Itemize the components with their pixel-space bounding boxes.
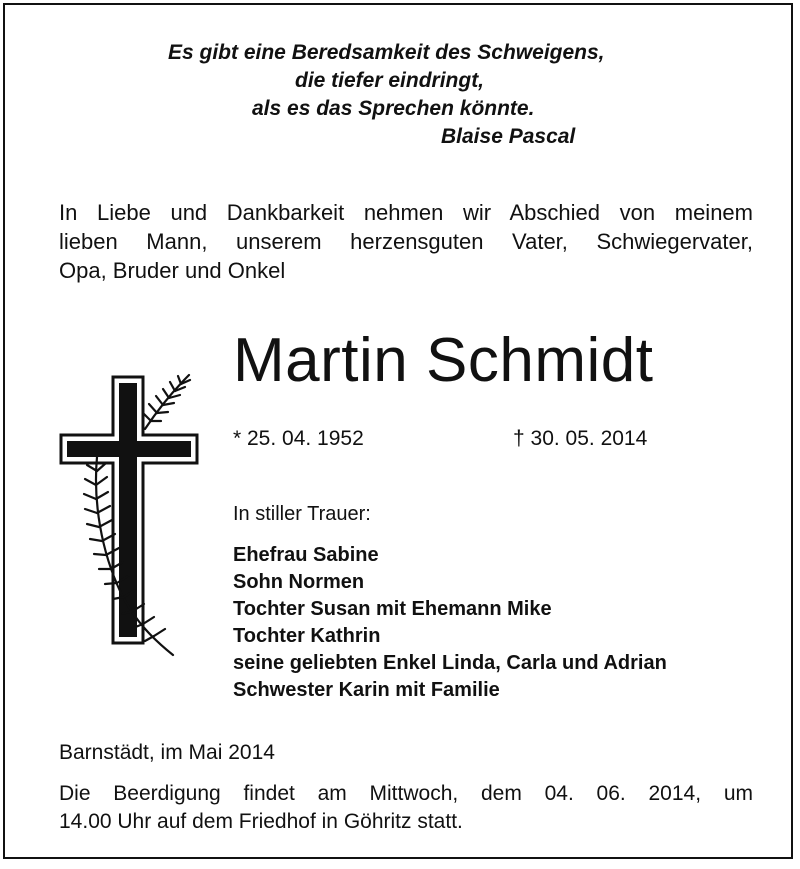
- burial-line-2: 14.00 Uhr auf dem Friedhof in Göhritz statt.: [59, 810, 463, 833]
- birth-date: * 25. 04. 1952: [233, 427, 364, 450]
- mourners-label: In stiller Trauer:: [233, 503, 371, 525]
- deceased-name: Martin Schmidt: [233, 326, 654, 395]
- intro-line-1: In Liebe und Dankbarkeit nehmen wir Abschied von meinem: [59, 200, 753, 225]
- intro-text: [59, 198, 753, 285]
- list-item: seine geliebten Enkel Linda, Carla und Adrian: [233, 652, 667, 674]
- quote-line-1: Es gibt eine Beredsamkeit des Schweigens,: [168, 41, 605, 64]
- intro-line-3: Opa, Bruder und Onkel: [59, 258, 286, 283]
- burial-line-1: Die Beerdigung findet am Mittwoch, dem 04. 06. 2014, um: [59, 782, 753, 805]
- cross-with-palm-branch-icon: [57, 371, 202, 661]
- quote-author: Blaise Pascal: [441, 125, 576, 148]
- intro-line-2: lieben Mann, unserem herzensguten Vater, Schwiegervater,: [59, 229, 753, 254]
- burial-info: [59, 780, 753, 836]
- obituary-frame: [3, 3, 793, 859]
- list-item: Tochter Susan mit Ehemann Mike: [233, 598, 552, 620]
- mourners-list: [233, 542, 667, 704]
- cross-shape: [61, 377, 197, 643]
- quote-line-2: die tiefer eindringt,: [295, 69, 485, 92]
- palm-branch-upper: [143, 375, 190, 429]
- list-item: Tochter Kathrin: [233, 625, 381, 647]
- list-item: Sohn Normen: [233, 571, 365, 593]
- list-item: Ehefrau Sabine: [233, 544, 379, 566]
- death-date: † 30. 05. 2014: [513, 427, 648, 450]
- list-item: Schwester Karin mit Familie: [233, 679, 500, 701]
- quote-line-3: als es das Sprechen könnte.: [252, 97, 535, 120]
- place-and-date: Barnstädt, im Mai 2014: [59, 741, 275, 764]
